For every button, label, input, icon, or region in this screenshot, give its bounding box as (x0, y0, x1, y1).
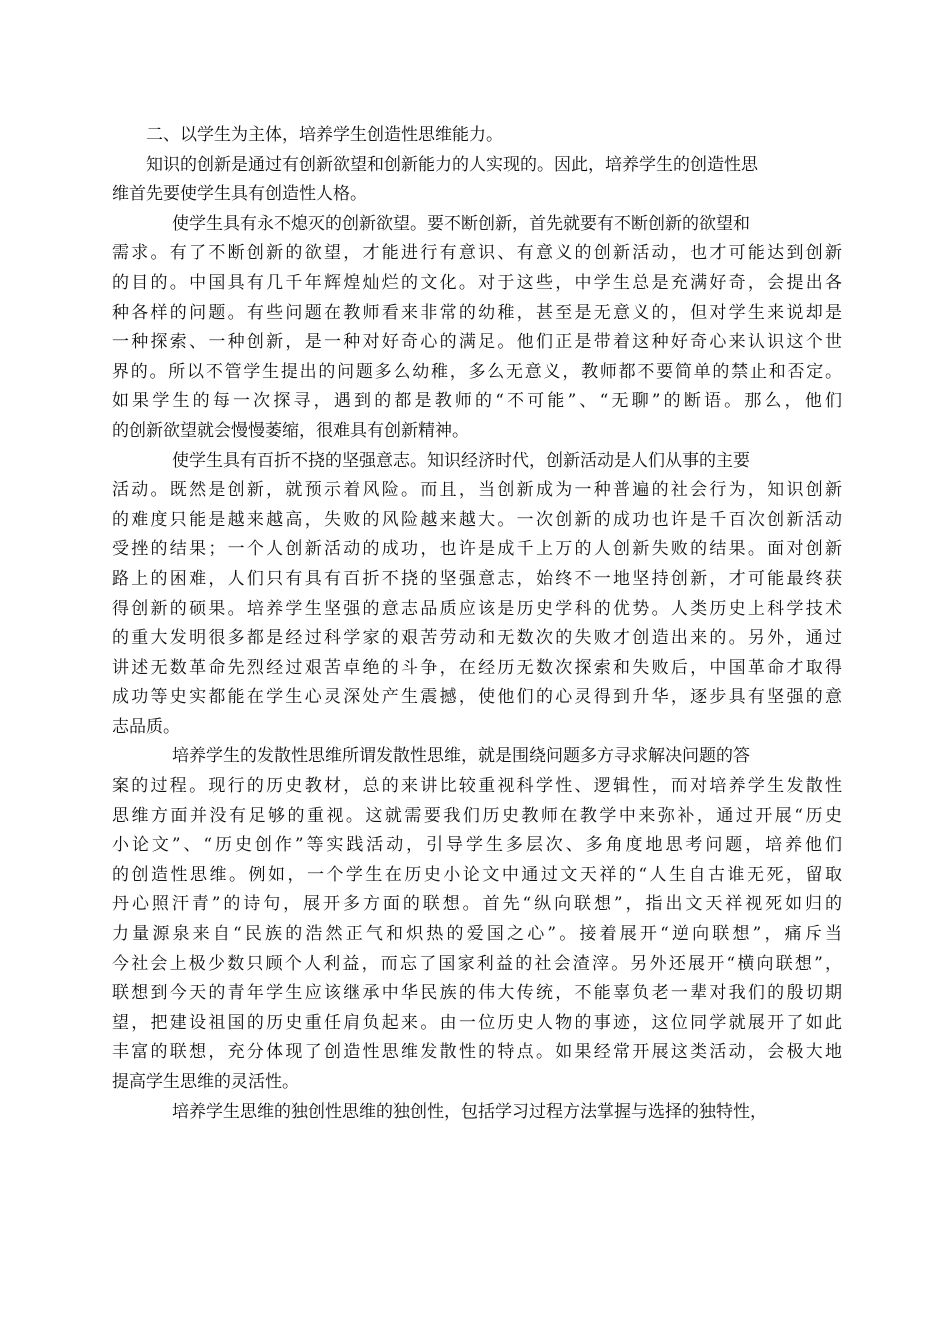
text-line: 讲述无数革命先烈经过艰苦卓绝的斗争，在经历无数次探索和失败后，中国革命才取得 (112, 657, 842, 678)
text-line: 界的。所以不管学生提出的问题多么幼稚，多么无意义，教师都不要简单的禁止和否定。 (112, 361, 842, 382)
text-line: 活动。既然是创新，就预示着风险。而且，当创新成为一种普遍的社会行为，知识创新 (112, 480, 842, 501)
text-line: 需求。有了不断创新的欲望，才能进行有意识、有意义的创新活动，也才可能达到创新 (112, 243, 842, 264)
text-line: 使学生具有永不熄灭的创新欲望。要不断创新，首先就要有不断创新的欲望和 (172, 213, 750, 234)
text-line: 成功等史实都能在学生心灵深处产生震撼，使他们的心灵得到升华，逐步具有坚强的意 (112, 687, 842, 708)
text-line: 受挫的结果；一个人创新活动的成功，也许是成千上万的人创新失败的结果。面对创新 (112, 539, 842, 560)
text-line: 路上的困难，人们只有具有百折不挠的坚强意志，始终不一地坚持创新，才可能最终获 (112, 568, 842, 589)
text-line: 的重大发明很多都是经过科学家的艰苦劳动和无数次的失败才创造出来的。另外，通过 (112, 628, 842, 649)
text-line: 的目的。中国具有几千年辉煌灿烂的文化。对于这些，中学生总是充满好奇，会提出各 (112, 272, 842, 293)
text-line: 联想到今天的青年学生应该继承中华民族的伟大传统，不能辜负老一辈对我们的殷切期 (112, 983, 842, 1004)
text-line: 的创新欲望就会慢慢萎缩，很难具有创新精神。 (112, 420, 469, 441)
text-line: 使学生具有百折不挠的坚强意志。知识经济时代，创新活动是人们从事的主要 (172, 450, 750, 471)
text-line: 今社会上极少数只顾个人利益，而忘了国家利益的社会渣滓。另外还展开“横向联想”， (112, 953, 842, 974)
text-line: 力量源泉来自“民族的浩然正气和炽热的爱国之心”。接着展开“逆向联想”，痛斥当 (112, 924, 842, 945)
text-line: 如果学生的每一次探寻，遇到的都是教师的“不可能”、“无聊”的断语。那么，他们 (112, 391, 842, 412)
text-line: 的难度只能是越来越高，失败的风险越来越大。一次创新的成功也许是千百次创新活动 (112, 509, 842, 530)
text-line: 知识的创新是通过有创新欲望和创新能力的人实现的。因此，培养学生的创造性思 (146, 154, 758, 175)
text-line: 得创新的硕果。培养学生坚强的意志品质应该是历史学科的优势。人类历史上科学技术 (112, 598, 842, 619)
document-body (112, 151, 842, 1128)
text-line: 志品质。 (112, 716, 180, 737)
paragraph (112, 210, 842, 447)
text-line: 提高学生思维的灵活性。 (112, 1072, 299, 1092)
text-line: 望，把建设祖国的历史重任肩负起来。由一位历史人物的事迹，这位同学就展开了如此 (112, 1012, 842, 1033)
text-line: 丹心照汗青”的诗句，展开多方面的联想。首先“纵向联想”，指出文天祥视死如归的 (112, 894, 842, 915)
paragraph (112, 447, 842, 743)
text-line: 案的过程。现行的历史教材，总的来讲比较重视科学性、逻辑性，而对培养学生发散性 (112, 776, 842, 797)
paragraph (112, 151, 842, 210)
text-line: 小论文”、“历史创作”等实践活动，引导学生多层次、多角度地思考问题，培养他们 (112, 835, 842, 856)
text-line: 培养学生的发散性思维所谓发散性思维，就是围绕问题多方寻求解决问题的答 (172, 746, 750, 767)
text-line: 种各样的问题。有些问题在教师看来非常的幼稚，甚至是无意义的，但对学生来说却是 (112, 302, 842, 323)
paragraph (112, 1098, 842, 1128)
text-line: 思维方面并没有足够的重视。这就需要我们历史教师在教学中来弥补，通过开展“历史 (112, 805, 842, 826)
text-line: 的创造性思维。例如，一个学生在历史小论文中通过文天祥的“人生自古谁无死，留取 (112, 864, 842, 885)
text-line: 一种探索、一种创新，是一种对好奇心的满足。他们正是带着这种好奇心来认识这个世 (112, 332, 842, 353)
document-page (112, 121, 842, 1127)
text-line: 丰富的联想，充分体现了创造性思维发散性的特点。如果经常开展这类活动，会极大地 (112, 1042, 842, 1063)
paragraph (112, 742, 842, 1097)
text-line: 维首先要使学生具有创造性人格。 (112, 184, 367, 205)
text-line: 培养学生思维的独创性思维的独创性，包括学习过程方法掌握与选择的独特性， (172, 1101, 767, 1122)
section-heading: 二、以学生为主体，培养学生创造性思维能力。 (146, 125, 503, 145)
